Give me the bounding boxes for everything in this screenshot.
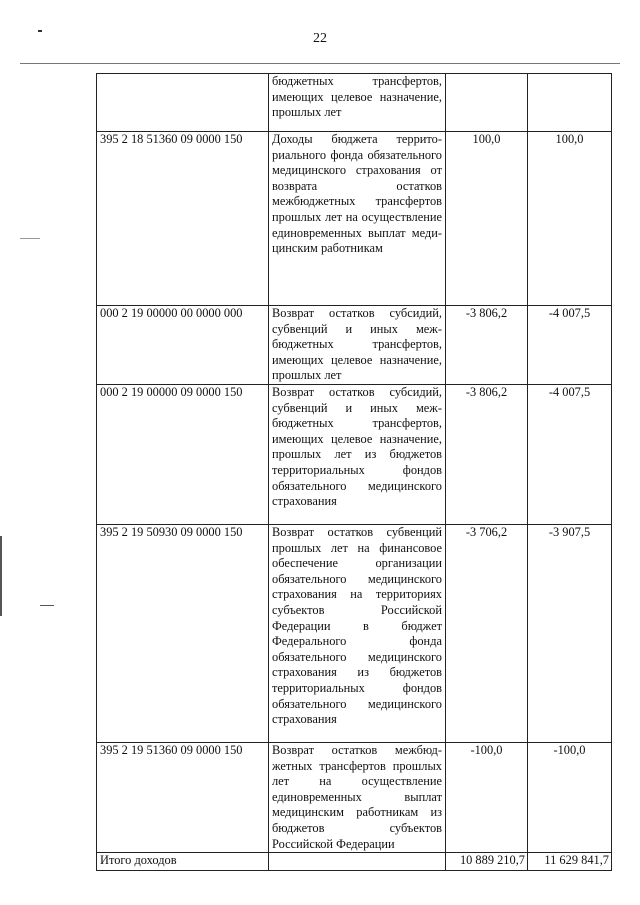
total-description (269, 853, 446, 871)
revenue-table (96, 73, 612, 871)
table-row (97, 132, 612, 306)
description-cell: бюджетных трансфертов, имеющих целевое назначение, прошлых лет (269, 74, 446, 132)
description-cell: Возврат остатков субвенций прошлых лет на финансовое обеспечение организации обязательного медицинского страхования на территориях субъектов Российской Федерации в бюджет Федерального фонда обязательного медицинского страхования из бюджетов территориальных фондов обязательного медицинского страхования (269, 524, 446, 742)
code-cell: 000 2 19 00000 00 0000 000 (97, 306, 269, 385)
value-2021-cell: -3 907,5 (528, 524, 612, 742)
scan-mark (20, 63, 620, 64)
description-cell: Возврат остатков межбюджетных трансфертов прошлых лет на осуществление единовременных выплат медицинским работникам из бюджетов субъектов Российской Федерации (269, 742, 446, 852)
total-row (97, 853, 612, 871)
table-row (97, 306, 612, 385)
code-cell: 395 2 18 51360 09 0000 150 (97, 132, 269, 306)
scan-mark (20, 238, 40, 239)
total-label: Итого доходов (97, 853, 269, 871)
page-number: 22 (313, 31, 327, 46)
value-2020-cell: -3 806,2 (446, 384, 528, 524)
value-2020-cell: 100,0 (446, 132, 528, 306)
table-row (97, 384, 612, 524)
code-cell: 395 2 19 50930 09 0000 150 (97, 524, 269, 742)
description-cell: Доходы бюджета территориального фонда обязательного медицинского страхования от возврата остатков межбюджетных трансфертов прошлых лет на осуществление единовременных выплат медицинским работникам (269, 132, 446, 306)
description-cell: Возврат остатков субсидий, субвенций и иных межбюджетных трансфертов, имеющих целевое назначение, прошлых лет (269, 306, 446, 385)
value-2020-cell: -3 706,2 (446, 524, 528, 742)
table-row (97, 524, 612, 742)
value-2021-cell: -4 007,5 (528, 384, 612, 524)
scan-mark (38, 30, 42, 32)
description-cell: Возврат остатков субсидий, субвенций и иных межбюджетных трансфертов, имеющих целевое назначение, прошлых лет из бюджетов территориальных фондов обязательного медицинского страхования (269, 384, 446, 524)
code-cell (97, 74, 269, 132)
value-2020-cell: -3 806,2 (446, 306, 528, 385)
scan-mark (0, 536, 2, 616)
table-body (97, 74, 612, 871)
value-2021-cell (528, 74, 612, 132)
code-cell: 000 2 19 00000 09 0000 150 (97, 384, 269, 524)
code-cell: 395 2 19 51360 09 0000 150 (97, 742, 269, 852)
table-row (97, 74, 612, 132)
value-2021-cell: -4 007,5 (528, 306, 612, 385)
total-2020: 10 889 210,7 (446, 853, 528, 871)
scan-mark (40, 605, 54, 606)
value-2021-cell: -100,0 (528, 742, 612, 852)
value-2021-cell: 100,0 (528, 132, 612, 306)
table-row (97, 742, 612, 852)
value-2020-cell: -100,0 (446, 742, 528, 852)
total-2021: 11 629 841,7 (528, 853, 612, 871)
value-2020-cell (446, 74, 528, 132)
